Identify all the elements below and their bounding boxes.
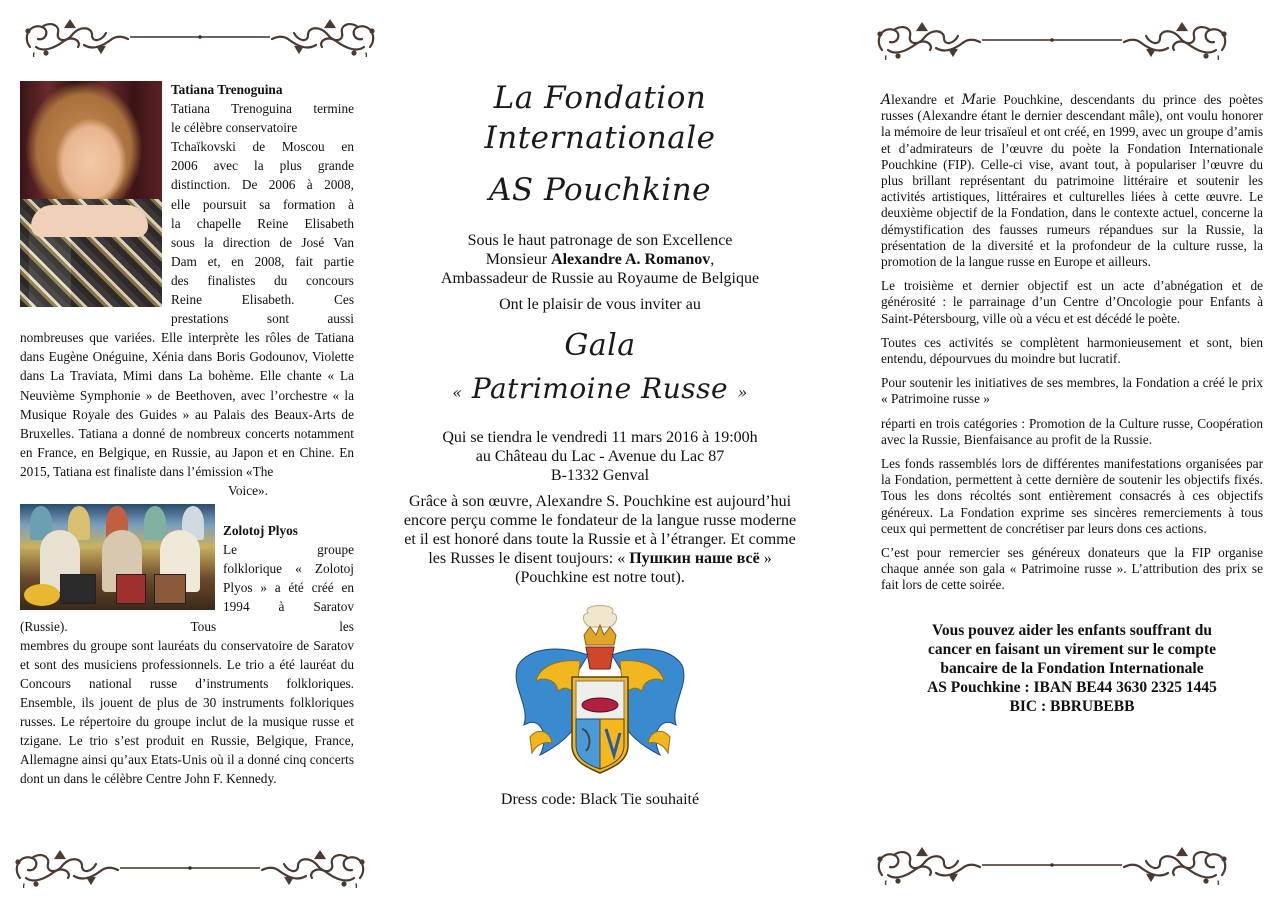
bio-line: Plyos » a été créé en <box>223 580 354 596</box>
bio-line: Tatiana Trenoguina termine <box>171 101 354 117</box>
quote-close-mark: » <box>759 550 772 567</box>
pouchkine-paragraph <box>398 492 802 587</box>
quote-open: « <box>452 383 463 402</box>
bottom-right-ornament <box>872 845 1232 885</box>
bio-line: (Russie). Tous les <box>20 618 354 634</box>
donation-line: BIC : BBRUBEBB <box>1009 697 1135 715</box>
patronage-block <box>398 231 802 288</box>
donation-line: bancaire de la Fondation Internationale <box>940 659 1204 677</box>
pouchkine-text: Grâce à son œuvre, Alexandre S. Pouchkine est aujourd’hui encore perçu comme le fondateur de la langue russe moderne et il est honoré dans toute la Russie et à l’étranger. Et comme les Russes le disent toujours: « <box>403 493 797 567</box>
arms-shape <box>31 205 147 237</box>
event-city: B-1332 Genval <box>550 467 650 484</box>
gala-thanks-paragraph: C’est pour remercier ses généreux donateurs que la FIP organise chaque année son gala « Patrimoine russe ». L’attribution des prix se fait lors de cette soirée. <box>881 545 1263 593</box>
donation-line: AS Pouchkine : IBAN BE44 3630 2325 1445 <box>927 678 1217 696</box>
bio-line: prestations sont aussi <box>171 311 354 327</box>
tatiana-portrait-photo <box>20 81 162 307</box>
zolotoj-group-photo <box>20 504 215 610</box>
bio-line: folklorique « Zolotoj <box>223 561 354 577</box>
top-left-ornament <box>20 17 380 57</box>
tatiana-name: Tatiana Trenoguina <box>171 82 283 97</box>
bio-line: la chapelle Reine Elisabeth <box>171 215 354 231</box>
middle-panel <box>398 78 802 809</box>
event-details <box>398 428 802 485</box>
donation-line: Vous pouvez aider les enfants souffrant du <box>932 621 1212 639</box>
patronage-line2 <box>398 250 802 269</box>
zolotoj-bio-continuation: membres du groupe sont lauréats du conservatoire de Saratov et sont des musiciens professionnels. Le trio a été lauréat du Concours national russe d’instruments folkloriques. Ensemble, ils jouent de plus de 30 instruments folkloriques russes. Le répertoire du groupe inclut de la musique russe et tzigane. Le trio s’est produit en Russie, Belgique, France, Allemagne ainsi qu’aux Etats-Unis où il a donné cinq concerts dont un dans le célèbre Centre John F. Kennedy. <box>20 637 354 787</box>
ambassador-name: Alexandre A. Romanov <box>551 251 711 268</box>
gala-subtitle <box>398 370 802 412</box>
bio-line: sous la direction de José Van <box>171 234 354 250</box>
left-panel <box>20 80 354 788</box>
bio-line: elle poursuit sa formation à <box>171 196 354 212</box>
bio-line: Reine Elisabeth. Ces <box>171 292 354 308</box>
bio-line: 2006 avec la plus grande <box>171 158 354 174</box>
scroll-ornament-icon <box>10 848 370 888</box>
bio-line: Dam et, en 2008, fait partie <box>171 253 354 269</box>
history-text-2: arie Pouchkine, descendants du prince des poètes russes (Alexandre étant le dernier descendant mâle), ont voulu honorer la mémoire de leur trisaïeul et ont créé, en 1999, avec un groupe d’amis et d’admirateurs de l’œuvre du poète la Fondation Internationale Pouchkine (FIP). Celle-ci vise, avant tout, à populariser l’œuvre du plus brillant représentant du patrimoine littéraire et soutenir les activités artistiques, littéraires et culturelles liées à cette œuvre. Le deuxième objectif de la Fondation, dans le contexte actuel, concerne la démystification des fausses rumeurs répandues sur la Russie, la présentation de la diversité et la profondeur de la culture russe, la promotion de la langue russe en Europe et ailleurs. <box>881 92 1263 270</box>
prize-paragraph: Pour soutenir les initiatives de ses membres, la Fondation a créé le prix « Patrimoine russe » <box>881 375 1263 407</box>
balalaika-shape <box>24 584 60 606</box>
right-panel <box>881 92 1263 716</box>
tatiana-bio-continuation: nombreuses que variées. Elle interprète les rôles de Tatiana dans Eugène Onéguine, Xénia dans Boris Godounov, Violette dans La Traviata, Mimi dans La bohème. Elle chante « La Neuvième Symphonie » de Beethoven, avec l’orchestre « la Musique Royale des Guides » au Palais des Beaux-Arts de Bruxelles. Tatiana a donné de nombreux concerts notamment en France, en Belgique, en Russie, au Japon et en Chine. En 2015, Tatiana est finaliste dans l’émission «The <box>20 330 354 479</box>
dropcap-a: A <box>881 92 892 108</box>
bio-line: Tchaïkovski de Moscou en <box>171 139 354 155</box>
bio-line: 1994 à Saratov <box>223 599 354 615</box>
donation-line: cancer en faisant un virement sur le compte <box>927 640 1216 658</box>
dropcap-m: M <box>961 92 976 108</box>
accordion-shape <box>60 574 96 604</box>
foundation-title-line2: AS Pouchkine <box>488 172 712 208</box>
russian-quote: Пушкин наше всё <box>629 550 760 567</box>
scroll-ornament-icon <box>872 845 1232 885</box>
foundation-title-line1: La Fondation Internationale <box>484 80 716 156</box>
donation-appeal <box>881 621 1263 716</box>
bio-line: Le groupe <box>223 542 354 558</box>
scroll-ornament-icon <box>872 20 1232 60</box>
foundation-history-paragraph <box>881 92 1263 270</box>
funds-paragraph: Les fonds rassemblés lors de différentes manifestations organisées par la Fondation, permettent à cette dernière de soutenir les objectifs fixés. Tous les dons récoltés sont entièrement consacrés à ces objectifs généreux. La Fondation exprime ses sincères remerciements à tous ceux qui permettent de concrétiser par leurs dons ces actions. <box>881 456 1263 536</box>
dome-shape <box>144 506 166 540</box>
bottom-left-ornament <box>10 848 370 888</box>
scroll-ornament-icon <box>20 17 380 57</box>
event-venue: au Château du Lac - Avenue du Lac 87 <box>475 448 725 465</box>
zolotoj-section <box>20 504 354 788</box>
zolotoj-name: Zolotoj Plyos <box>223 523 298 539</box>
tatiana-bio-last-line: Voice». <box>227 482 268 498</box>
history-text-1: lexandre et <box>891 92 962 107</box>
patronage-line3: Ambassadeur de Russie au Royaume de Belgique <box>440 270 760 287</box>
gala-title: Gala <box>564 328 636 363</box>
translation: (Pouchkine est notre tout). <box>515 569 685 586</box>
coat-of-arms-image <box>510 605 690 780</box>
bio-line: distinction. De 2006 à 2008, <box>171 177 354 193</box>
third-objective-paragraph: Le troisième et dernier objectif est un acte d’abnégation et de générosité : le parrainage d’un Centre d’Oncologie pour Enfants à Saint-Pétersbourg, ville où a vécu et est décédé le poète. <box>881 278 1263 326</box>
patronage-line1: Sous le haut patronage de son Excellence <box>467 232 733 249</box>
coat-of-arms-icon <box>510 605 690 780</box>
accordion-shape <box>116 574 146 604</box>
gala-subtitle-text: Patrimoine Russe <box>471 372 729 405</box>
bio-line: le célèbre conservatoire <box>171 120 298 136</box>
quote-close: » <box>737 383 748 402</box>
activities-paragraph: Toutes ces activités se complètent harmonieusement et sont, bien entendu, dépourvues du moindre but lucratif. <box>881 334 1263 367</box>
top-right-ornament <box>872 20 1232 60</box>
dress-code: Dress code: Black Tie souhaité <box>500 791 700 808</box>
invite-line: Ont le plaisir de vous inviter au <box>499 296 701 313</box>
accordion-shape <box>154 574 186 604</box>
bio-line: des finalistes du concours <box>171 272 354 288</box>
patronage-comma: , <box>710 251 715 268</box>
event-date: Qui se tiendra le vendredi 11 mars 2016 à 19:00h <box>442 429 758 446</box>
categories-paragraph: réparti en trois catégories : Promotion de la Culture russe, Coopération avec la Russie, Bienfaisance au profit de la Russie. <box>881 415 1263 447</box>
patronage-monsieur: Monsieur <box>485 251 552 268</box>
